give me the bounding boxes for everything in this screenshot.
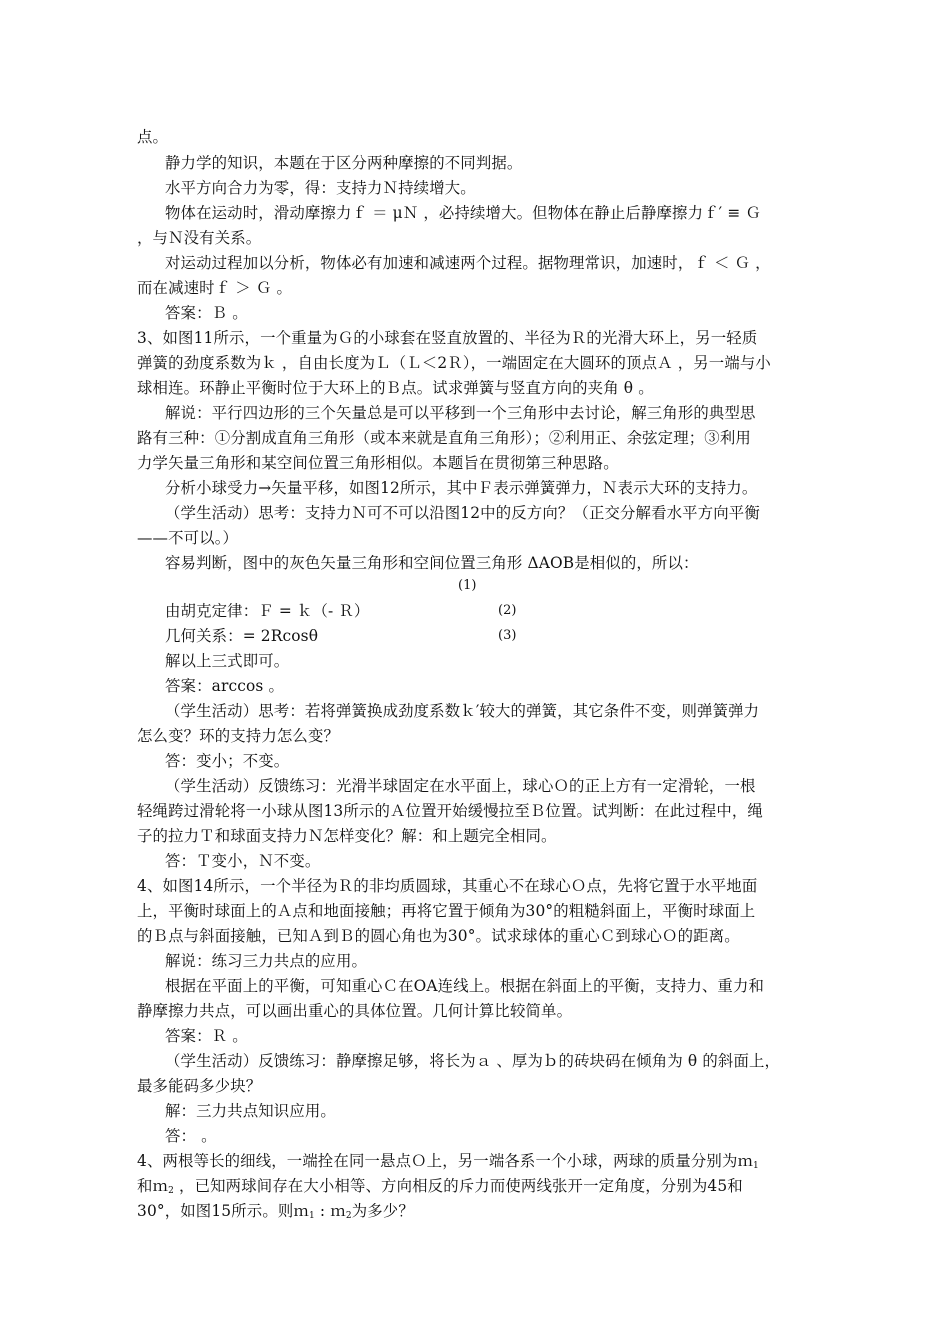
text-line: （学生活动）反馈练习：静摩擦足够，将长为ａ 、厚为ｂ的砖块码在倾角为 θ 的斜面上， xyxy=(165,1052,781,1070)
text-line: 水平方向合力为零，得：支持力Ｎ持续增大。 xyxy=(165,179,476,197)
problem-heading: 4、如图14所示，一个半径为Ｒ的非均质圆球，其重心不在球心Ｏ点，先将它置于水平地面 xyxy=(137,877,758,895)
text-line: 解：三力共点知识应用。 xyxy=(165,1102,336,1120)
equation-number: (2) xyxy=(498,603,517,618)
text-line: 30°，如图15所示。则ｍ$_1$ : ｍ$_2$为多少？ xyxy=(137,1202,414,1221)
text-line: 子的拉力Ｔ和球面支持力Ｎ怎样变化？解：和上题完全相同。 xyxy=(137,827,557,845)
text-line: 轻绳跨过滑轮将一小球从图13所示的Ａ位置开始缓慢拉至Ｂ位置。试判断：在此过程中，绳 xyxy=(137,802,763,820)
answer-line: 答案：arccos 。 xyxy=(165,677,285,695)
answer-line: 答：Ｔ变小，Ｎ不变。 xyxy=(165,852,321,870)
text-line: 解以上三式即可。 xyxy=(165,652,290,670)
text-line: ，与Ｎ没有关系。 xyxy=(137,229,262,247)
text-line: 根据在平面上的平衡，可知重心Ｃ在OA连线上。根据在斜面上的平衡，支持力、重力和 xyxy=(165,977,765,995)
text-line: 解说：练习三力共点的应用。 xyxy=(165,952,368,970)
text-line: 点。 xyxy=(137,128,169,146)
text-line: 怎么变？环的支持力怎么变？ xyxy=(137,727,340,745)
equation-number: (1) xyxy=(458,578,477,593)
answer-line: 答案：Ｂ 。 xyxy=(165,304,248,322)
text-line: ——不可以。） xyxy=(137,529,239,547)
text-line: 几何关系：= 2Rcosθ xyxy=(165,627,319,645)
equation-number: (3) xyxy=(498,628,517,643)
text-line: 路有三种：①分割成直角三角形（或本来就是直角三角形）；②利用正、余弦定理；③利用 xyxy=(137,429,751,447)
problem-heading: 3、如图11所示，一个重量为Ｇ的小球套在竖直放置的、半径为Ｒ的光滑大环上，另一轻质 xyxy=(137,329,758,347)
text-line: 力学矢量三角形和某空间位置三角形相似。本题旨在贯彻第三种思路。 xyxy=(137,454,619,472)
text-line: （学生活动）思考：支持力Ｎ可不可以沿图12中的反方向？（正交分解看水平方向平衡 xyxy=(165,504,760,522)
text-line: 对运动过程加以分析，物体必有加速和减速两个过程。据物理常识，加速时，ｆ ＜ Ｇ ， xyxy=(165,254,771,272)
text-line: 的Ｂ点与斜面接触，已知Ａ到Ｂ的圆心角也为30°。试求球体的重心Ｃ到球心Ｏ的距离。 xyxy=(137,927,740,945)
text-line: 最多能码多少块？ xyxy=(137,1077,262,1095)
text-line: 由胡克定律：Ｆ = ｋ（- Ｒ） xyxy=(165,602,370,620)
text-line: 分析小球受力→矢量平移，如图12所示，其中Ｆ表示弹簧弹力，Ｎ表示大环的支持力。 xyxy=(165,479,758,497)
text-line: 上，平衡时球面上的Ａ点和地面接触；再将它置于倾角为30°的粗糙斜面上，平衡时球面上 xyxy=(137,902,756,920)
answer-line: 答：变小；不变。 xyxy=(165,752,290,770)
text-line: 静力学的知识，本题在于区分两种摩擦的不同判据。 xyxy=(165,154,523,172)
text-line: （学生活动）思考：若将弹簧换成劲度系数ｋ′较大的弹簧，其它条件不变，则弹簧弹力 xyxy=(165,702,760,720)
answer-line: 答： 。 xyxy=(165,1127,217,1145)
text-line: 物体在运动时，滑动摩擦力ｆ ＝ μＮ ，必持续增大。但物体在静止后静摩擦力ｆ′ ≡ Ｇ xyxy=(165,204,761,222)
text-line: （学生活动）反馈练习：光滑半球固定在水平面上，球心Ｏ的正上方有一定滑轮，一根 xyxy=(165,777,756,795)
text-line: 解说：平行四边形的三个矢量总是可以平移到一个三角形中去讨论，解三角形的典型思 xyxy=(165,404,756,422)
text-line: 弹簧的劲度系数为ｋ ，自由长度为Ｌ（Ｌ＜2Ｒ），一端固定在大圆环的顶点Ａ ，另一端与小 xyxy=(137,354,771,372)
text-line: 球相连。环静止平衡时位于大环上的Ｂ点。试求弹簧与竖直方向的夹角 θ 。 xyxy=(137,379,654,397)
text-line: 和ｍ$_2$ ，已知两球间存在大小相等、方向相反的斥力而使两线张开一定角度，分别为45和 xyxy=(137,1177,743,1196)
answer-line: 答案：Ｒ 。 xyxy=(165,1027,248,1045)
text-line: 而在减速时ｆ ＞ Ｇ 。 xyxy=(137,279,292,297)
problem-heading: 4、两根等长的细线，一端拴在同一悬点Ｏ上，另一端各系一个小球，两球的质量分别为ｍ$_1$ xyxy=(137,1152,759,1171)
text-line: 静摩擦力共点，可以画出重心的具体位置。几何计算比较简单。 xyxy=(137,1002,573,1020)
text-line: 容易判断，图中的灰色矢量三角形和空间位置三角形 ΔAOB是相似的，所以： xyxy=(165,554,699,572)
